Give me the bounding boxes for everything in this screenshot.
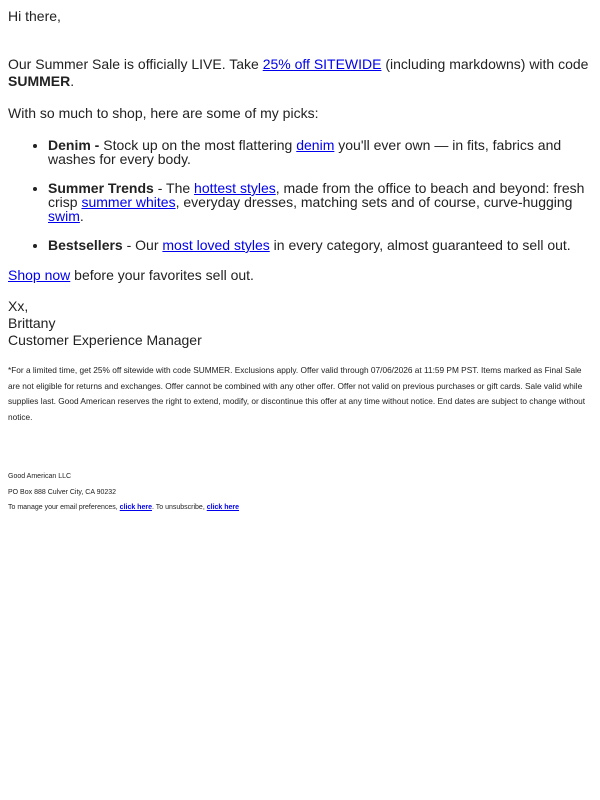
signoff-name: Brittany xyxy=(8,315,56,331)
pick-text: , everyday dresses, matching sets and of course, curve-hugging xyxy=(175,194,573,210)
most-loved-styles-link[interactable]: most loved styles xyxy=(162,237,270,253)
shop-paragraph xyxy=(8,267,592,284)
summer-whites-link[interactable]: summer whites xyxy=(81,194,176,210)
pick-text: in every category, almost guaranteed to sell out. xyxy=(269,237,571,253)
swim-link[interactable]: swim xyxy=(48,208,80,224)
list-item-summer-trends xyxy=(48,181,592,223)
intro-text-3: . xyxy=(70,73,75,89)
signature xyxy=(8,298,592,349)
company-name: Good American LLC xyxy=(8,473,72,480)
picks-list xyxy=(8,138,592,252)
hottest-styles-link[interactable]: hottest styles xyxy=(194,180,276,196)
pick-text: - The xyxy=(153,180,195,196)
shop-text: before your favorites sell out. xyxy=(70,267,254,283)
signoff-title: Customer Experience Manager xyxy=(8,332,202,348)
list-item-bestsellers xyxy=(48,238,592,252)
pick-text: . xyxy=(79,208,84,224)
pick-title: Summer Trends xyxy=(48,180,154,196)
pick-text: Stock up on the most flattering xyxy=(103,137,297,153)
manage-preferences-link[interactable]: click here xyxy=(119,504,152,511)
pick-title: Denim - xyxy=(48,137,104,153)
intro-text-2: (including markdowns) with code xyxy=(381,56,589,72)
intro-paragraph xyxy=(8,56,592,90)
list-item-denim xyxy=(48,138,592,166)
greeting: Hi there, xyxy=(8,8,61,24)
footer xyxy=(8,469,592,516)
pick-text: , made from the office to beach and beyond: fresh crisp xyxy=(48,180,585,210)
unsubscribe-link[interactable]: click here xyxy=(206,504,240,511)
shop-now-link[interactable]: Shop now xyxy=(8,267,71,283)
preferences-line xyxy=(8,500,592,516)
manage-text: To manage your email preferences, xyxy=(8,504,120,511)
denim-link[interactable]: denim xyxy=(296,137,335,153)
company-address: PO Box 888 Culver City, CA 90232 xyxy=(8,488,117,496)
promo-code: SUMMER xyxy=(8,73,71,89)
pick-text: you'll ever own — in fits, fabrics and washes for every body. xyxy=(48,137,562,167)
sitewide-offer-link[interactable]: 25% off SITEWIDE xyxy=(262,56,382,72)
signoff-closing: Xx, xyxy=(8,298,29,314)
unsubscribe-text: . To unsubscribe, xyxy=(151,504,207,511)
fine-print: *For a limited time, get 25% off sitewide with code SUMMER. Exclusions apply. Offer valid through 07/06/2026 at 11:59 PM PST. Items marked as Final Sale are not eligible for returns and exchanges. Offer cannot be combined with any other offer. Offer not valid on previous purchases or gift cards. Sale valid while supplies last. Good American reserves the right to extend, modify, or discontinue this offer at any time without notice. End dates are subject to change without notice. xyxy=(8,365,586,422)
pick-title: Bestsellers xyxy=(48,237,123,253)
picks-intro: With so much to shop, here are some of my picks: xyxy=(8,105,319,121)
intro-text: Our Summer Sale is officially LIVE. Take xyxy=(8,56,263,72)
pick-text: - Our xyxy=(122,237,163,253)
